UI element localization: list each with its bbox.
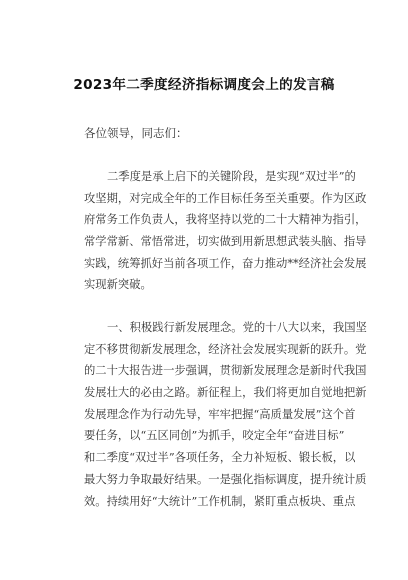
paragraph-intro <box>84 166 367 296</box>
salutation: 各位领导，同志们： <box>84 126 188 140</box>
text-line: 最大努力争取最好结果。一是强化指标调度，提升统计质 <box>84 472 367 486</box>
text-line: 的二十大报告进一步强调，贯彻新发展理念是新时代我国 <box>84 364 367 378</box>
text-line: 常学常新、常悟常进，切实做到用新思想武装头脑、指导 <box>84 235 367 249</box>
text-line: 定不移贯彻新发展理念，经济社会发展实现新的跃升。党 <box>84 342 367 356</box>
text-line: 发展壮大的必由之路。新征程上，我们将更加自觉地把新 <box>84 386 367 400</box>
text-line: 攻坚期，对完成全年的工作目标任务至关重要。作为区政 <box>84 191 367 205</box>
text-line: 府常务工作负责人，我将坚持以党的二十大精神为指引， <box>84 213 367 227</box>
text-line: 和二季度“双过半”各项任务，全力补短板、锻长板，以 <box>84 451 356 465</box>
text-line: 实践，统筹抓好当前各项工作，奋力推动**经济社会发展 <box>84 256 367 270</box>
document-title: 2023年二季度经济指标调度会上的发言稿 <box>73 77 335 93</box>
text-line: 效。持续用好“大统计”工作机制，紧盯重点板块、重点 <box>84 494 356 508</box>
text-line: 一、积极践行新发展理念。党的十八大以来，我国坚 <box>107 321 367 334</box>
text-line: 二季度是承上启下的关键阶段，是实现“双过半”的 <box>107 170 356 183</box>
text-line: 实现新突破。 <box>84 278 152 292</box>
text-line: 发展理念作为行动先导，牢牢把握“高质量发展”这个首 <box>84 407 356 421</box>
text-line: 要任务，以“五区同创”为抓手，咬定全年“奋进目标” <box>84 429 345 443</box>
paragraph-section-1 <box>84 317 367 512</box>
